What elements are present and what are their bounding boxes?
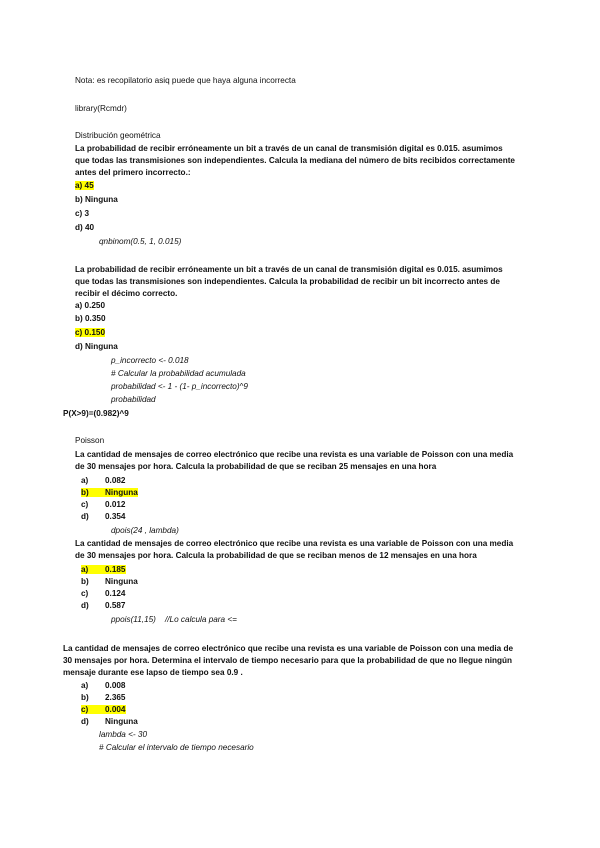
poi-q2-code: ppois(11,15) //Lo calcula para <= — [111, 615, 237, 624]
poi-q1-line-1: La cantidad de mensajes de correo electrónico que recibe una revista es una variable de Poisson con una media — [75, 450, 514, 459]
geo-q2-option-c: c) 0.150 — [75, 328, 106, 337]
poi-q3-option-b: b) 2.365 — [81, 693, 126, 702]
poisson-heading: Poisson — [75, 436, 105, 445]
poi-q2-line-2: de 30 mensajes por hora. Calcula la probabilidad de que se reciban menos de 12 mensajes en una hora — [75, 551, 477, 560]
geo-q1-code: qnbinom(0.5, 1, 0.015) — [99, 237, 182, 246]
library-line: library(Rcmdr) — [75, 104, 127, 113]
poi-q1-option-a: a) 0.082 — [81, 476, 126, 485]
geo-q2-code-3: probabilidad <- 1 - (1- p_incorrecto)^9 — [111, 382, 248, 391]
geo-q2-option-b: b) 0.350 — [75, 314, 106, 323]
poi-q3-code-2: # Calcular el intervalo de tiempo necesario — [99, 743, 254, 752]
poi-q1-option-b: b) Ninguna — [81, 488, 138, 497]
geo-q2-line-3: recibir el décimo correcto. — [75, 289, 178, 298]
geo-q2-code-4: probabilidad — [111, 395, 156, 404]
poi-q1-code: dpois(24 , lambda) — [111, 526, 179, 535]
poi-q3-line-1: La cantidad de mensajes de correo electrónico que recibe una revista es una variable de Poisson con una media de — [63, 644, 514, 653]
geo-q1-line-2: que todas las transmisiones son independientes. Calcula la mediana del número de bits recibidos correctamente — [75, 156, 515, 165]
note-line: Nota: es recopilatorio asiq puede que haya alguna incorrecta — [75, 76, 296, 85]
geo-q2-formula: P(X>9)=(0.982)^9 — [63, 409, 129, 418]
geo-q1-option-d: d) 40 — [75, 223, 95, 232]
geo-q2-line-1: La probabilidad de recibir erróneamente un bit a través de un canal de transmisión digital es 0.015. asumimos — [75, 265, 503, 274]
poi-q2-option-a: a) 0.185 — [81, 565, 126, 574]
poi-q3-code-1: lambda <- 30 — [99, 730, 148, 739]
geo-q2-code-2: # Calcular la probabilidad acumulada — [111, 369, 246, 378]
poi-q3-option-d: d) Ninguna — [81, 717, 138, 726]
geo-q1-option-a: a) 45 — [75, 181, 94, 190]
poi-q2-option-b: b) Ninguna — [81, 577, 138, 586]
poi-q3-line-2: 30 mensajes por hora. Determina el intervalo de tiempo necesario para que la probabilidad de que no llegue ningún — [63, 656, 513, 665]
poi-q2-option-c: c) 0.124 — [81, 589, 126, 598]
geo-q1-option-c: c) 3 — [75, 209, 90, 218]
geo-q2-line-2: que todas las transmisiones son independientes. Calcula la probabilidad de recibir un bit incorrecto antes de — [75, 277, 500, 286]
poi-q1-option-d: d) 0.354 — [81, 512, 126, 521]
geo-q1-line-3: antes del primero incorrecto.: — [75, 168, 191, 177]
poi-q2-option-d: d) 0.587 — [81, 601, 126, 610]
poi-q2-line-1: La cantidad de mensajes de correo electrónico que recibe una revista es una variable de Poisson con una media — [75, 539, 514, 548]
geo-q1-option-b: b) Ninguna — [75, 195, 118, 204]
poi-q3-line-3: mensaje durante ese lapso de tiempo sea 0.9 . — [63, 668, 243, 677]
geometric-heading: Distribución geométrica — [75, 131, 161, 140]
geo-q2-code-1: p_incorrecto <- 0.018 — [111, 356, 189, 365]
geo-q2-option-d: d) Ninguna — [75, 342, 118, 351]
geo-q2-option-a: a) 0.250 — [75, 301, 106, 310]
poi-q3-option-a: a) 0.008 — [81, 681, 126, 690]
poi-q1-line-2: de 30 mensajes por hora. Calcula la probabilidad de que se reciban 25 mensajes en una hora — [75, 462, 437, 471]
geo-q1-line-1: La probabilidad de recibir erróneamente un bit a través de un canal de transmisión digital es 0.015. asumimos — [75, 144, 503, 153]
poi-q1-option-c: c) 0.012 — [81, 500, 126, 509]
poi-q3-option-c: c) 0.004 — [81, 705, 126, 714]
